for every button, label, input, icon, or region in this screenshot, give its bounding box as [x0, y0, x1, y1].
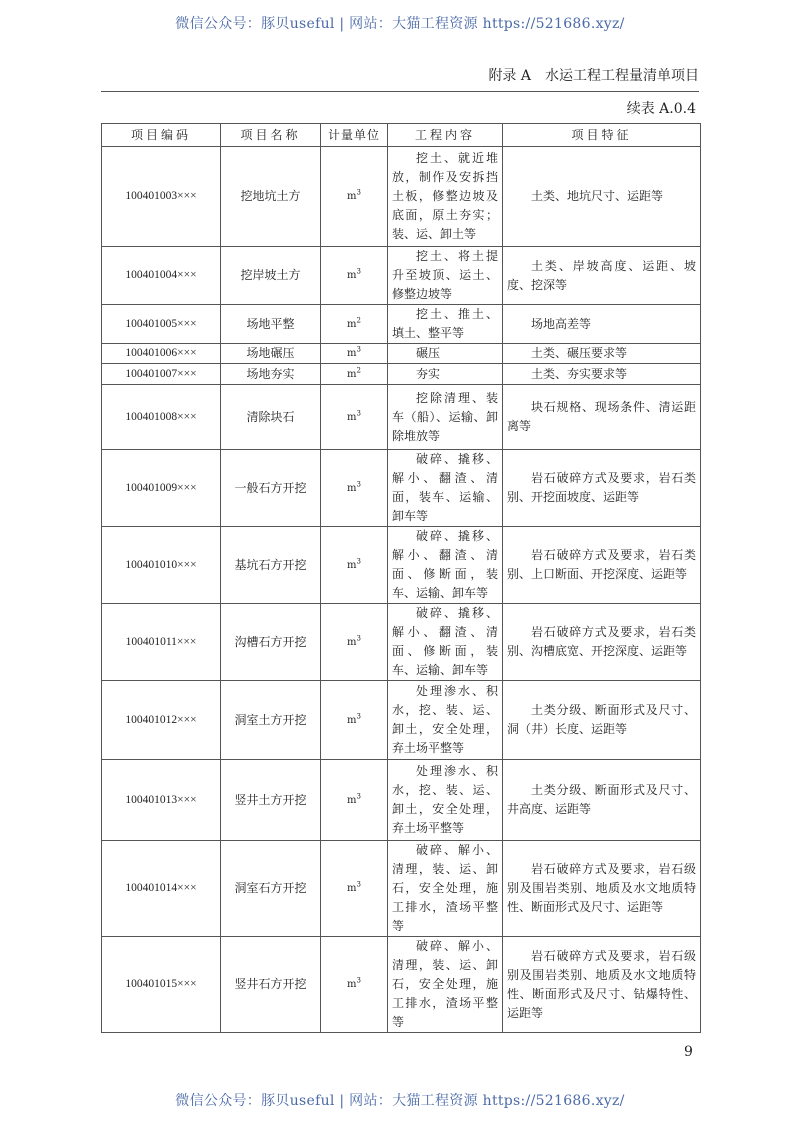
- table-row: [102, 450, 701, 527]
- page-number: 9: [684, 1044, 693, 1060]
- item-unit: [321, 760, 388, 841]
- unit-base: m: [347, 270, 357, 281]
- item-name: 挖岸坡土方: [221, 247, 321, 305]
- item-code: 100401003×××: [102, 147, 221, 247]
- unit-exponent: 3: [356, 557, 361, 566]
- unit-base: m: [347, 883, 357, 894]
- item-code: 100401015×××: [102, 937, 221, 1033]
- item-code: 100401009×××: [102, 450, 221, 527]
- unit-base: m: [347, 979, 357, 990]
- unit-exponent: 3: [356, 712, 361, 721]
- table-row: [102, 937, 701, 1033]
- item-work-content: 碾压: [388, 344, 503, 364]
- header-name: 项目名称: [221, 124, 321, 147]
- unit-base: m: [347, 794, 357, 806]
- bill-of-quantities-table: [101, 123, 701, 1033]
- unit-exponent: 3: [356, 880, 361, 889]
- item-unit: [321, 527, 388, 604]
- item-feature: 土类、岸坡高度、运距、坡度、挖深等: [503, 247, 701, 305]
- item-name: 场地碾压: [221, 344, 321, 364]
- unit-base: m: [347, 191, 357, 202]
- unit-exponent: 3: [356, 976, 361, 985]
- item-unit: [321, 247, 388, 305]
- item-code: 100401012×××: [102, 681, 221, 760]
- header-code: 项目编码: [102, 124, 221, 147]
- item-unit: [321, 841, 388, 937]
- item-work-content: 破碎、撬移、解小、翻渣、清面、修断面，装车、运输、卸车等: [388, 527, 503, 604]
- item-code: 100401004×××: [102, 247, 221, 305]
- item-work-content: 处理渗水、积水，挖、装、运、卸土，安全处理，弃土场平整等: [388, 760, 503, 841]
- item-code: 100401008×××: [102, 385, 221, 450]
- unit-base: m: [347, 714, 357, 726]
- table-header-row: [102, 124, 701, 147]
- item-unit: [321, 147, 388, 247]
- item-work-content: 挖土、将土提升至坡顶、运土、修整边坡等: [388, 247, 503, 305]
- table-row: [102, 385, 701, 450]
- item-unit: [321, 385, 388, 450]
- item-unit: [321, 344, 388, 364]
- item-code: 100401006×××: [102, 344, 221, 364]
- item-work-content: 挖土、推土、填土、整平等: [388, 305, 503, 344]
- unit-exponent: 3: [356, 345, 361, 354]
- item-feature: 块石规格、现场条件、清运距离等: [503, 385, 701, 450]
- item-name: 挖地坑土方: [221, 147, 321, 247]
- item-name: 竖井石方开挖: [221, 937, 321, 1033]
- unit-base: m: [347, 411, 357, 423]
- unit-base: m: [347, 348, 357, 359]
- item-feature: 岩石破碎方式及要求，岩石级别及围岩类别、地质及水文地质特性、断面形式及尺寸、钻爆特性、运距等: [503, 937, 701, 1033]
- unit-exponent: 3: [356, 267, 361, 276]
- item-name: 一般石方开挖: [221, 450, 321, 527]
- item-feature: 岩石破碎方式及要求，岩石类别、沟槽底宽、开挖深度、运距等: [503, 604, 701, 681]
- item-feature: 土类分级、断面形式及尺寸、井高度、运距等: [503, 760, 701, 841]
- table-continuation-label: 续表 A.0.4: [626, 101, 696, 117]
- unit-exponent: 3: [356, 634, 361, 643]
- item-work-content: 挖土、就近堆放，制作及安拆挡土板，修整边坡及底面，原土夯实；装、运、卸土等: [388, 147, 503, 247]
- unit-exponent: 3: [356, 409, 361, 418]
- item-name: 场地夯实: [221, 364, 321, 385]
- header-unit: 计量单位: [321, 124, 388, 147]
- item-work-content: 处理渗水、积水，挖、装、运、卸土，安全处理，弃土场平整等: [388, 681, 503, 760]
- item-code: 100401013×××: [102, 760, 221, 841]
- item-feature: 岩石破碎方式及要求，岩石级别及围岩类别、地质及水文地质特性、断面形式及尺寸、运距等: [503, 841, 701, 937]
- item-work-content: 挖除清理、装车（船）、运输、卸除堆放等: [388, 385, 503, 450]
- table-row: [102, 147, 701, 247]
- item-name: 沟槽石方开挖: [221, 604, 321, 681]
- item-feature: 土类、碾压要求等: [503, 344, 701, 364]
- running-header: 附录 A 水运工程工程量清单项目: [101, 66, 699, 92]
- item-name: 基坑石方开挖: [221, 527, 321, 604]
- table-row: [102, 247, 701, 305]
- table-row: [102, 760, 701, 841]
- item-unit: [321, 450, 388, 527]
- item-name: 洞室土方开挖: [221, 681, 321, 760]
- unit-base: m: [347, 368, 357, 380]
- table-row: [102, 527, 701, 604]
- unit-exponent: 3: [356, 480, 361, 489]
- table-row: [102, 305, 701, 344]
- item-work-content: 破碎、解小、清理，装、运、卸石，安全处理，施工排水，渣场平整等: [388, 841, 503, 937]
- table-row: [102, 344, 701, 364]
- item-code: 100401007×××: [102, 364, 221, 385]
- table-row: [102, 364, 701, 385]
- item-work-content: 破碎、撬移、解小、翻渣、清面，装车、运输、卸车等: [388, 450, 503, 527]
- table-row: [102, 841, 701, 937]
- item-code: 100401014×××: [102, 841, 221, 937]
- item-name: 清除块石: [221, 385, 321, 450]
- item-unit: [321, 937, 388, 1033]
- item-code: 100401010×××: [102, 527, 221, 604]
- item-feature: 场地高差等: [503, 305, 701, 344]
- item-work-content: 破碎、撬移、解小、翻渣、清面、修断面，装车、运输、卸车等: [388, 604, 503, 681]
- watermark-bottom: 微信公众号：豚贝useful | 网站：大猫工程资源 https://521686.xyz/: [175, 1093, 625, 1109]
- item-code: 100401011×××: [102, 604, 221, 681]
- item-unit: [321, 604, 388, 681]
- item-feature: 岩石破碎方式及要求，岩石类别、上口断面、开挖深度、运距等: [503, 527, 701, 604]
- item-work-content: 破碎、解小、清理，装、运、卸石，安全处理，施工排水，渣场平整等: [388, 937, 503, 1033]
- unit-exponent: 2: [356, 366, 361, 375]
- item-name: 竖井土方开挖: [221, 760, 321, 841]
- table-row: [102, 681, 701, 760]
- unit-base: m: [347, 482, 357, 494]
- header-work: 工程内容: [388, 124, 503, 147]
- table-row: [102, 604, 701, 681]
- item-name: 洞室石方开挖: [221, 841, 321, 937]
- item-name: 场地平整: [221, 305, 321, 344]
- item-work-content: 夯实: [388, 364, 503, 385]
- unit-base: m: [347, 318, 357, 330]
- item-code: 100401005×××: [102, 305, 221, 344]
- unit-exponent: 3: [356, 188, 361, 197]
- unit-base: m: [347, 559, 357, 571]
- unit-exponent: 3: [356, 792, 361, 801]
- item-unit: [321, 681, 388, 760]
- watermark-top: 微信公众号：豚贝useful | 网站：大猫工程资源 https://521686.xyz/: [175, 16, 625, 32]
- item-unit: [321, 305, 388, 344]
- item-feature: 土类分级、断面形式及尺寸、洞（井）长度、运距等: [503, 681, 701, 760]
- unit-base: m: [347, 636, 357, 648]
- header-feature: 项目特征: [503, 124, 701, 147]
- item-feature: 土类、地坑尺寸、运距等: [503, 147, 701, 247]
- item-unit: [321, 364, 388, 385]
- item-feature: 土类、夯实要求等: [503, 364, 701, 385]
- item-feature: 岩石破碎方式及要求，岩石类别、开挖面坡度、运距等: [503, 450, 701, 527]
- unit-exponent: 2: [356, 316, 361, 325]
